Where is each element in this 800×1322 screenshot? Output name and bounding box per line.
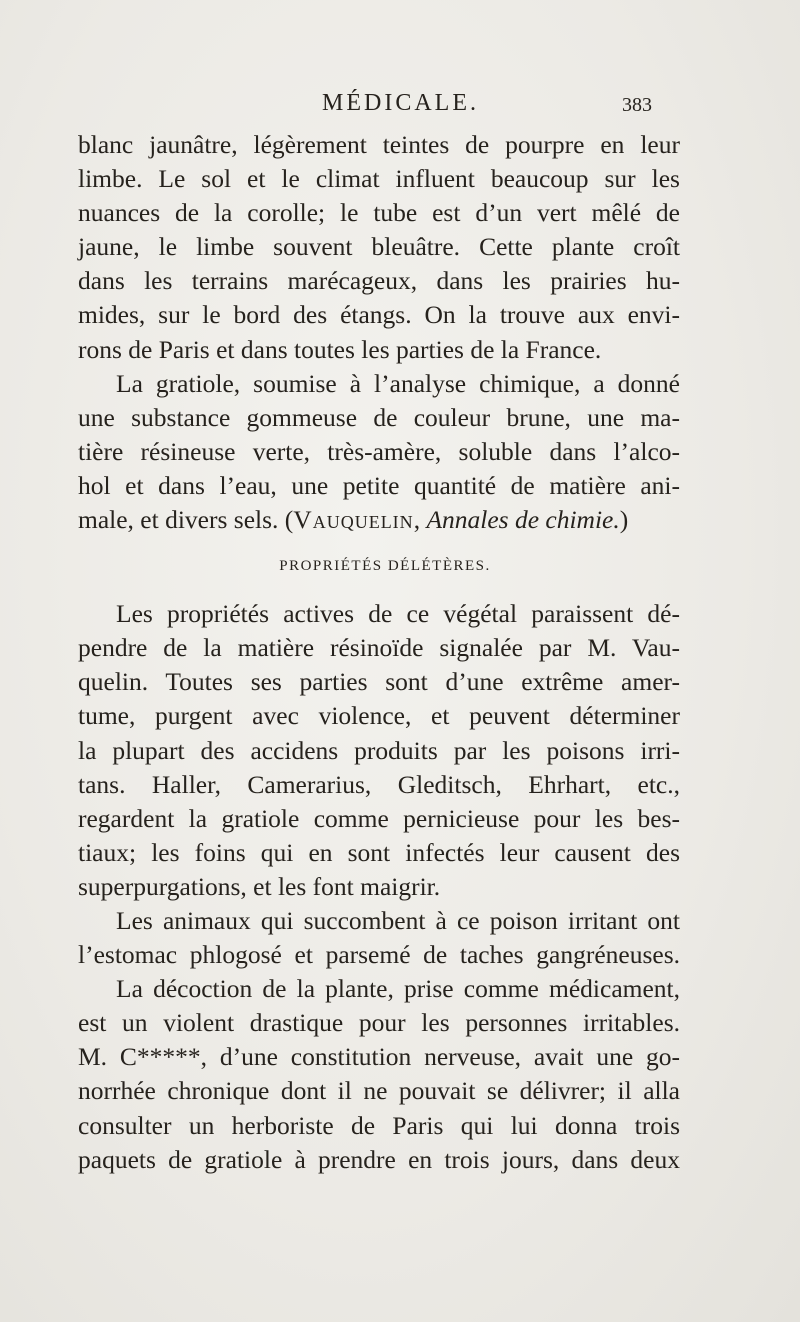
citation-open: male, et divers sels. ( bbox=[78, 505, 294, 535]
text-line: M. C*****, d’une constitution nerveuse, avait une go- bbox=[78, 1042, 680, 1072]
text-line: quelin. Toutes ses parties sont d’une extrême amer- bbox=[78, 667, 680, 697]
citation-close: ) bbox=[619, 505, 629, 535]
text-line: hol et dans l’eau, une petite quantité de matière ani- bbox=[78, 470, 680, 500]
text-line: tière résineuse verte, très-amère, soluble dans l’alco- bbox=[78, 436, 680, 466]
text-line: superpurgations, et les font maigrir. bbox=[78, 871, 441, 901]
citation-author: Vauquelin bbox=[293, 505, 414, 535]
page-header bbox=[0, 90, 800, 126]
text-line: tiaux; les foins qui en sont infectés leur causent des bbox=[78, 837, 680, 867]
text-line: regardent la gratiole comme pernicieuse pour les bes- bbox=[78, 803, 680, 833]
text-line: norrhée chronique dont il ne pouvait se délivrer; il alla bbox=[78, 1076, 680, 1106]
citation-title: Annales de chimie. bbox=[426, 505, 620, 535]
section-heading: PROPRIÉTÉS DÉLÉTÈRES. bbox=[279, 558, 491, 575]
text-line: tume, purgent avec violence, et peuvent déterminer bbox=[78, 701, 680, 731]
text-line: limbe. Le sol et le climat influent beaucoup sur les bbox=[78, 164, 680, 194]
text-line: l’estomac phlogosé et parsemé de taches gangréneuses. bbox=[78, 940, 680, 970]
text-line: consulter un herboriste de Paris qui lui donna trois bbox=[78, 1110, 680, 1140]
text-line: Les animaux qui succombent à ce poison irritant ont bbox=[116, 905, 680, 935]
text-line: paquets de gratiole à prendre en trois jours, dans deux bbox=[78, 1144, 680, 1174]
running-title: MÉDICALE. bbox=[322, 90, 479, 116]
text-line: tans. Haller, Camerarius, Gleditsch, Ehrhart, etc., bbox=[78, 769, 680, 799]
text-line: pendre de la matière résinoïde signalée par M. Vau- bbox=[78, 633, 680, 663]
text-line: nuances de la corolle; le tube est d’un vert mêlé de bbox=[78, 198, 680, 228]
text-line: La décoction de la plante, prise comme médicament, bbox=[116, 974, 680, 1004]
text-column bbox=[78, 128, 680, 1177]
text-line: la plupart des accidens produits par les poisons irri- bbox=[78, 735, 680, 765]
text-line: est un violent drastique pour les personnes irritables. bbox=[78, 1008, 680, 1038]
text-line: rons de Paris et dans toutes les parties de la France. bbox=[78, 334, 602, 364]
text-line-citation bbox=[78, 503, 680, 537]
text-line: mides, sur le bord des étangs. On la trouve aux envi- bbox=[78, 300, 680, 330]
page-number: 383 bbox=[622, 94, 652, 116]
text-line: Les propriétés actives de ce végétal paraissent dé- bbox=[116, 599, 680, 629]
text-line: jaune, le limbe souvent bleuâtre. Cette plante croît bbox=[78, 232, 680, 262]
text-line: La gratiole, soumise à l’analyse chimique, a donné bbox=[116, 368, 680, 398]
text-line: blanc jaunâtre, légèrement teintes de pourpre en leur bbox=[78, 130, 680, 159]
text-line: une substance gommeuse de couleur brune, une ma- bbox=[78, 402, 680, 432]
citation-separator: , bbox=[413, 505, 427, 535]
text-line: dans les terrains marécageux, dans les prairies hu- bbox=[78, 266, 680, 296]
